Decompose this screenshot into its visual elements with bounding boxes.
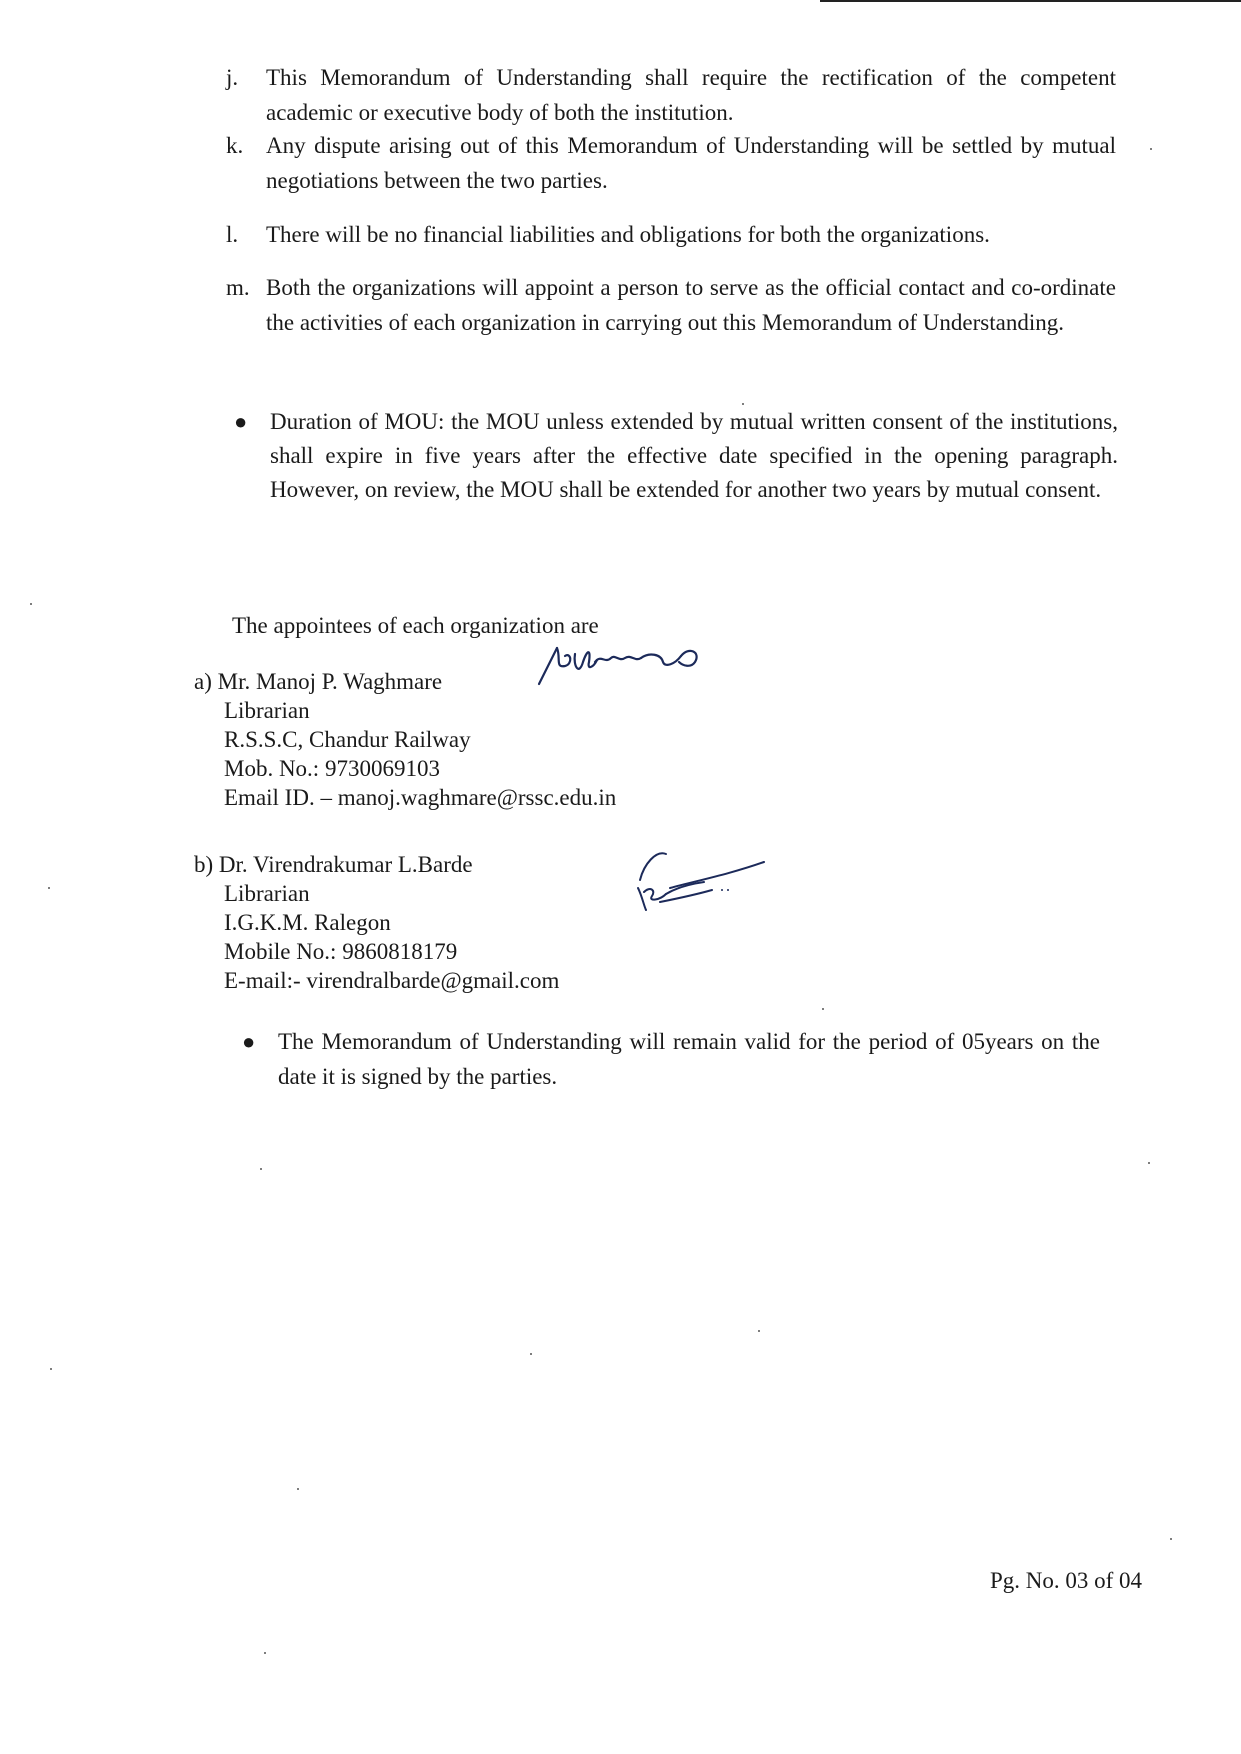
duration-text: Duration of MOU: the MOU unless extended by mutual written consent of the institutions, shall expire in five years after the effective date specified in the opening paragraph. However, on review, the MOU shall be extended for another two years by mutual consent. xyxy=(270,409,1118,502)
scan-speck xyxy=(758,1330,760,1332)
signature-waghmare xyxy=(535,640,715,690)
clause-marker: k. xyxy=(226,133,244,158)
scan-speck xyxy=(48,887,50,889)
clause-j xyxy=(226,60,1116,130)
scan-speck xyxy=(30,603,32,605)
appointee-designation: Librarian xyxy=(224,698,310,723)
scan-speck xyxy=(260,1168,262,1170)
appointee-email: Email ID. – manoj.waghmare@rssc.edu.in xyxy=(224,785,617,810)
appointee-phone: Mobile No.: 9860818179 xyxy=(224,939,458,964)
clause-text: This Memorandum of Understanding shall require the rectification of the competent academic or executive body of both the institution. xyxy=(266,65,1116,125)
bullet-icon: ● xyxy=(242,1029,256,1054)
clause-text: Any dispute arising out of this Memorandum of Understanding will be settled by mutual negotiations between the two parties. xyxy=(266,133,1116,193)
appointee-institution: R.S.S.C, Chandur Railway xyxy=(224,727,471,752)
appointee-designation: Librarian xyxy=(224,881,310,906)
appointee-label: b) xyxy=(194,852,214,877)
signature-barde xyxy=(630,840,770,915)
scan-speck xyxy=(264,1652,266,1654)
clause-marker: l. xyxy=(226,222,239,247)
scan-speck xyxy=(530,1353,532,1355)
clause-marker: m. xyxy=(226,275,250,300)
validity-text: The Memorandum of Understanding will remain valid for the period of 05years on the date it is signed by the parties. xyxy=(278,1029,1100,1089)
clause-m xyxy=(226,270,1116,340)
scan-edge-line xyxy=(820,0,1241,2)
scan-speck xyxy=(1150,148,1152,150)
bullet-icon: ● xyxy=(234,409,248,434)
appointee-email: E-mail:- virendralbarde@gmail.com xyxy=(224,968,560,993)
scan-speck xyxy=(50,1368,52,1370)
clause-k xyxy=(226,128,1116,198)
appointee-phone: Mob. No.: 9730069103 xyxy=(224,756,440,781)
scan-speck xyxy=(822,1008,824,1010)
clause-l xyxy=(226,217,1116,252)
appointee-name: Mr. Manoj P. Waghmare xyxy=(217,669,443,694)
appointee-institution: I.G.K.M. Ralegon xyxy=(224,910,391,935)
scan-speck xyxy=(742,403,744,405)
appointees-intro: The appointees of each organization are xyxy=(232,613,599,638)
scan-speck xyxy=(1148,1162,1150,1164)
clause-marker: j. xyxy=(226,65,239,90)
scan-speck xyxy=(297,1488,299,1490)
appointee-b xyxy=(194,850,559,995)
scan-speck xyxy=(1170,1538,1172,1540)
page-number: Pg. No. 03 of 04 xyxy=(990,1568,1143,1593)
appointee-name: Dr. Virendrakumar L.Barde xyxy=(218,852,473,877)
clause-text: There will be no financial liabilities and obligations for both the organizations. xyxy=(266,222,990,247)
duration-bullet xyxy=(230,405,1118,507)
appointee-label: a) xyxy=(194,669,212,694)
validity-bullet xyxy=(238,1024,1100,1094)
clause-text: Both the organizations will appoint a person to serve as the official contact and co-ordinate the activities of each organization in carrying out this Memorandum of Understanding. xyxy=(266,275,1116,335)
